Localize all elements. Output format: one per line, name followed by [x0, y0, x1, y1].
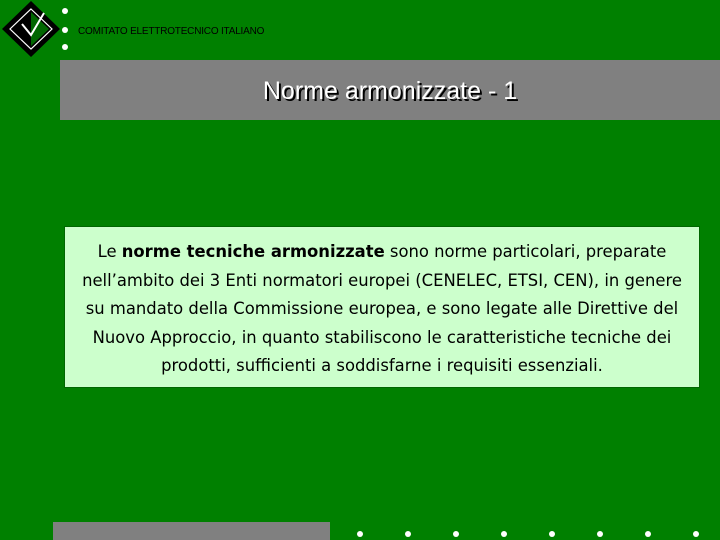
title-bar	[60, 60, 720, 120]
bullet-dot-icon	[62, 8, 68, 14]
bullet-dot-icon	[62, 27, 68, 33]
cei-logo-icon	[0, 0, 62, 58]
bullet-dot-icon	[597, 531, 603, 537]
bullet-dot-icon	[501, 531, 507, 537]
footer-bar	[53, 522, 330, 540]
bullet-dot-icon	[453, 531, 459, 537]
bullet-dot-icon	[693, 531, 699, 537]
bullet-dot-icon	[62, 44, 68, 50]
bullet-dot-icon	[405, 531, 411, 537]
slide-title: Norme armonizzate - 1	[262, 77, 518, 105]
body-lead: Le	[97, 242, 122, 261]
bullet-dot-icon	[549, 531, 555, 537]
bullet-dot-icon	[357, 531, 363, 537]
definition-text-box	[64, 226, 700, 388]
bullet-dot-icon	[645, 531, 651, 537]
body-term: norme tecniche armonizzate	[121, 242, 385, 261]
organization-name: COMITATO ELETTROTECNICO ITALIANO	[78, 26, 265, 37]
body-rest: sono norme particolari, preparate nell’ambito dei 3 Enti normatori europei (CENELEC, ETSI, CEN), in genere su mandato della Commissione europea, e sono legate alle Direttive del Nuovo Approccio, in quanto stabiliscono le caratteristiche tecniche dei prodotti, sufficienti a soddisfarne i requisiti essenziali.	[82, 242, 682, 375]
